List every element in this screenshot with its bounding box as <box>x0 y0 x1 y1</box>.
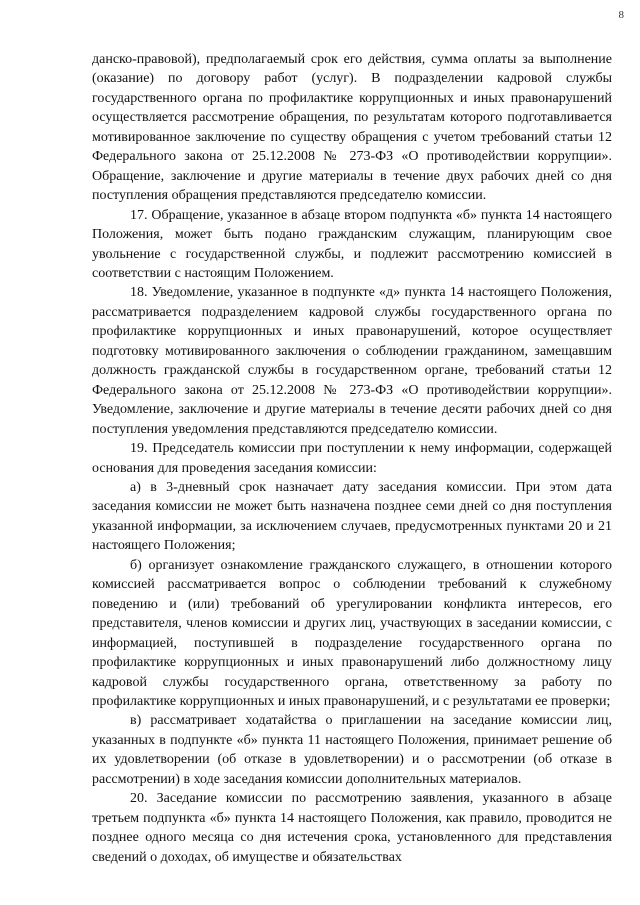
paragraph: 20. Заседание комиссии по рассмотрению заявления, указанного в абзаце третьем подпункта «б» пункта 14 настоящего Положения, как правило, проводится не позднее одного месяца со дня истечения срока, установленного для представления сведений о доходах, об имуществе и обязательствах <box>92 791 612 865</box>
paragraph: 19. Председатель комиссии при поступлении к нему информации, содержащей основания для проведения заседания комиссии: <box>92 441 612 476</box>
paragraph: в) рассматривает ходатайства о приглашении на заседание комиссии лиц, указанных в подпункте «б» пункта 11 настоящего Положения, принимает решение об их удовлетворении (об отказе в удовлетворении) и о рассмотрении (об отказе в рассмотрении) в ходе заседания комиссии дополнительных материалов. <box>92 713 612 787</box>
paragraph: а) в 3-дневный срок назначает дату заседания комиссии. При этом дата заседания комиссии не может быть назначена позднее семи дней со дня поступления указанной информации, за исключением случаев, предусмотренных пунктами 20 и 21 настоящего Положения; <box>92 479 612 554</box>
paragraph: б) организует ознакомление гражданского служащего, в отношении которого комиссией рассматривается вопрос о соблюдении требований к служебному поведению и (или) требований об урегулировании конфликта интересов, его представителя, членов комиссии и других лиц, участвующих в заседании комиссии, с информацией, поступившей в подразделение государственного органа по профилактике коррупционных и иных правонарушений либо должностному лицу кадровой службы государственного органа, ответственному за работу по профилактике коррупционных и иных правонарушений, и с результатами ее проверки; <box>92 557 612 709</box>
page-number: 8 <box>618 9 624 21</box>
document-body <box>92 50 612 867</box>
paragraph: 18. Уведомление, указанное в подпункте «д» пункта 14 настоящего Положения, рассматривается подразделением кадровой службы государственного органа по профилактике коррупционных и иных правонарушений, которое осуществляет подготовку мотивированного заключения о соблюдении гражданином, замещавшим должность гражданской службы в государственном органе, требований статьи 12 Федерального закона от 25.12.2008 № 273-ФЗ «О противодействии коррупции». Уведомление, заключение и другие материалы в течение десяти рабочих дней со дня поступления уведомления представляются председателю комиссии. <box>92 285 612 437</box>
paragraph: данско-правовой), предполагаемый срок его действия, сумма оплаты за выполнение (оказание) по договору работ (услуг). В подразделении кадровой службы государственного органа по профилактике коррупционных и иных правонарушений осуществляется рассмотрение обращения, по результатам которого подготавливается мотивированное заключение по существу обращения с учетом требований статьи 12 Федерального закона от 25.12.2008 № 273-ФЗ «О противодействии коррупции». Обращение, заключение и другие материалы в течение двух рабочих дней со дня поступления обращения представляются председателю комиссии. <box>92 52 612 204</box>
paragraph: 17. Обращение, указанное в абзаце втором подпункта «б» пункта 14 настоящего Положения, может быть подано гражданским служащим, планирующим свое увольнение с государственной службы, и подлежит рассмотрению комиссией в соответствии с настоящим Положением. <box>92 207 612 281</box>
